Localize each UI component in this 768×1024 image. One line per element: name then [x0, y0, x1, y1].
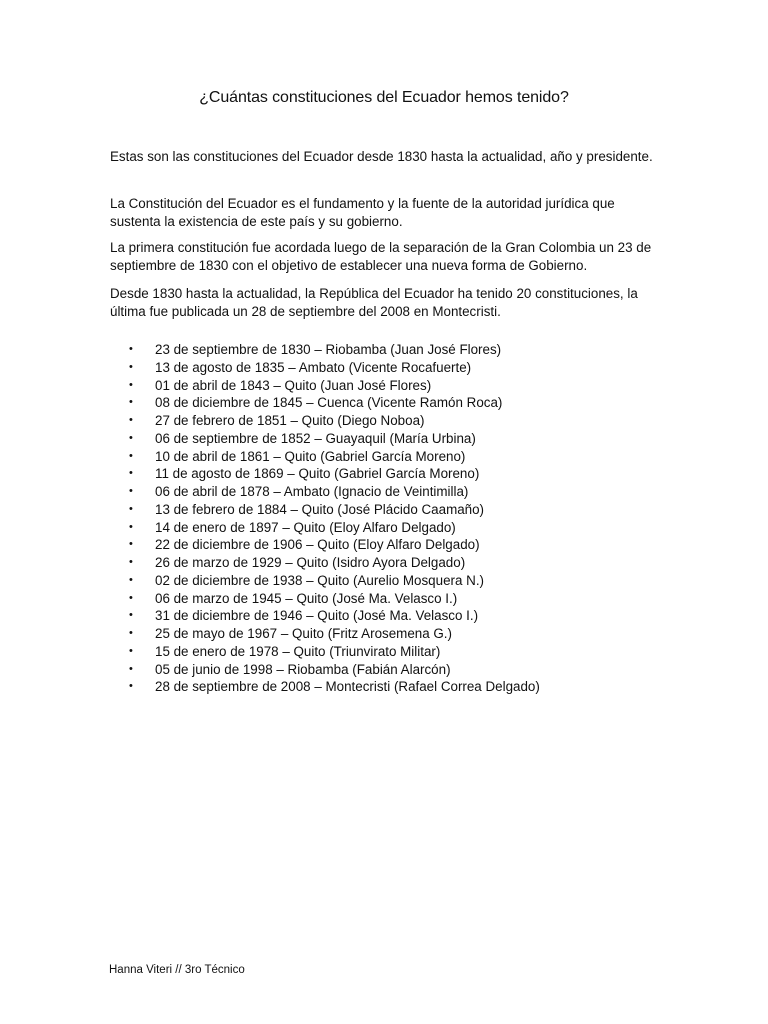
- list-item-text: 28 de septiembre de 2008 – Montecristi (Rafael Correa Delgado): [155, 679, 540, 695]
- list-item-text: 13 de agosto de 1835 – Ambato (Vicente Rocafuerte): [155, 359, 472, 375]
- list-item: [0, 394, 768, 412]
- list-item-text: 08 de diciembre de 1845 – Cuenca (Vicente Ramón Roca): [155, 395, 503, 411]
- list-item: [0, 536, 768, 554]
- list-item: [0, 590, 768, 608]
- definition-paragraph: La Constitución del Ecuador es el fundamento y la fuente de la autoridad jurídica que sustenta la existencia de este país y su gobierno.: [110, 196, 615, 229]
- document-title: ¿Cuántas constituciones del Ecuador hemos tenido?: [199, 89, 569, 106]
- bullet-icon: •: [129, 449, 133, 462]
- list-item: [0, 430, 768, 448]
- list-item: [0, 661, 768, 679]
- list-item: [0, 412, 768, 430]
- list-item: [0, 359, 768, 377]
- bullet-icon: •: [129, 396, 133, 409]
- bullet-icon: •: [129, 538, 133, 551]
- bullet-icon: •: [129, 520, 133, 533]
- list-item-text: 13 de febrero de 1884 – Quito (José Plácido Caamaño): [155, 501, 485, 517]
- list-item-text: 22 de diciembre de 1906 – Quito (Eloy Alfaro Delgado): [155, 537, 480, 553]
- list-item-text: 01 de abril de 1843 – Quito (Juan José Flores): [155, 377, 432, 393]
- bullet-icon: •: [129, 627, 133, 639]
- list-item-text: 14 de enero de 1897 – Quito (Eloy Alfaro Delgado): [155, 519, 456, 535]
- list-item: [0, 341, 768, 359]
- list-item-text: 06 de marzo de 1945 – Quito (José Ma. Velasco I.): [155, 590, 458, 606]
- list-item-text: 02 de diciembre de 1938 – Quito (Aurelio Mosquera N.): [155, 572, 484, 588]
- summary-paragraph: Desde 1830 hasta la actualidad, la República del Ecuador ha tenido 20 constituciones, la última fue publicada un 28 de septiembre del 2008 en Montecristi.: [110, 286, 638, 319]
- bullet-icon: •: [129, 467, 133, 480]
- bullet-icon: •: [129, 414, 133, 426]
- history-paragraph: La primera constitución fue acordada luego de la separación de la Gran Colombia un 23 de septiembre de 1830 con el objetivo de establecer una nueva forma de Gobierno.: [110, 240, 652, 273]
- list-item: [0, 519, 768, 537]
- document-footer: Hanna Viteri // 3ro Técnico: [109, 964, 245, 976]
- list-item-text: 26 de marzo de 1929 – Quito (Isidro Ayora Delgado): [155, 555, 466, 570]
- list-item: [0, 554, 768, 572]
- list-item-text: 10 de abril de 1861 – Quito (Gabriel García Moreno): [155, 448, 466, 464]
- list-item: [0, 643, 768, 661]
- list-item-text: 11 de agosto de 1869 – Quito (Gabriel García Moreno): [155, 466, 480, 482]
- bullet-icon: •: [129, 573, 133, 586]
- constitution-list: [0, 341, 768, 696]
- list-item: [0, 448, 768, 466]
- list-item-text: 15 de enero de 1978 – Quito (Triunvirato Militar): [155, 643, 441, 659]
- bullet-icon: •: [129, 485, 133, 497]
- list-item: [0, 625, 768, 643]
- bullet-icon: •: [129, 644, 133, 657]
- list-item-text: 31 de diciembre de 1946 – Quito (José Ma. Velasco I.): [155, 608, 479, 624]
- list-item-text: 27 de febrero de 1851 – Quito (Diego Noboa): [155, 413, 425, 428]
- list-item: [0, 678, 768, 696]
- bullet-icon: •: [129, 502, 133, 515]
- bullet-icon: •: [129, 680, 133, 693]
- list-item: [0, 501, 768, 519]
- list-item-text: 05 de junio de 1998 – Riobamba (Fabián Alarcón): [155, 661, 451, 677]
- bullet-icon: •: [129, 431, 133, 444]
- intro-paragraph: Estas son las constituciones del Ecuador desde 1830 hasta la actualidad, año y presidente.: [110, 149, 653, 164]
- list-item: [0, 465, 768, 483]
- bullet-icon: •: [129, 360, 133, 373]
- list-item: [0, 572, 768, 590]
- bullet-icon: •: [129, 662, 133, 675]
- list-item-text: 06 de abril de 1878 – Ambato (Ignacio de Veintimilla): [155, 484, 469, 499]
- list-item-text: 25 de mayo de 1967 – Quito (Fritz Arosemena G.): [155, 626, 452, 641]
- bullet-icon: •: [129, 343, 133, 355]
- list-item: [0, 607, 768, 625]
- bullet-icon: •: [129, 378, 133, 391]
- bullet-icon: •: [129, 556, 133, 568]
- list-item-text: 06 de septiembre de 1852 – Guayaquil (María Urbina): [155, 430, 476, 446]
- list-item: [0, 483, 768, 501]
- bullet-icon: •: [129, 591, 133, 604]
- list-item: [0, 377, 768, 395]
- list-item-text: 23 de septiembre de 1830 – Riobamba (Juan José Flores): [155, 342, 502, 357]
- bullet-icon: •: [129, 609, 133, 622]
